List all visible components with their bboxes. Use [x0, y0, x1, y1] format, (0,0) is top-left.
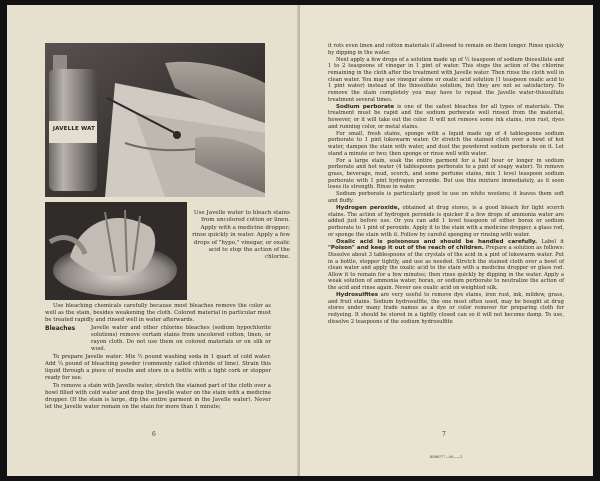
thiosulfate-paragraph: Next apply a few drops of a solution made up of ½ teaspoon of sodium thiosulfate and 1 to 2 teaspoons of vinegar in 1 pint of water. This stops the action of the chlorine remaining in the cloth after the treatment with Javelle water. Then rinse the cloth well in clean water. You may use vinegar alone or oxalic acid solution (1 teaspoon oxalic acid to 1 pint water) instead of the thiosulfate solution, but they are not so satisfactory. To remove the stain completely you may have to repeat the Javelle water-thiosulfate treatment several times. [328, 56, 564, 103]
remove-paragraph: To remove a stain with Javelle water, stretch the stained part of the cloth over a bowl filled with cold water and drop the Javelle water on the stain with a medicine dropper. (If the stain is large, dip the entire garment in the Javelle water). Never let the Javelle water remain on the stain for more than 1 minute; [45, 382, 271, 411]
left-page [7, 5, 299, 476]
bleaches-paragraph: Javelle water and other chlorine bleaches (sodium hypochlorite solutions) remove certain stains from uncolored cotton, linen, or rayon cloth. Do not use them on colored materials or on silk or wool. [91, 324, 271, 353]
right-page [300, 5, 593, 476]
sodium-perborate-paragraph [328, 104, 564, 131]
oxalic-acid-paragraph [328, 239, 564, 292]
oxalic-acid-lead: Oxalic acid is poisonous and should be handled carefully. [336, 238, 538, 245]
booklet-spread [7, 5, 593, 476]
hydrosulfites-text: are very useful to remove dye stains, iron rust, ink, mildew, grass, and fruit stains. Sodium hydrosulfite, the one most often used, may be bought at drug stores under many trade names as a dye or color remover for preparing cloth for redyeing. It should be stored in a tightly closed can so it will not become damp. To use, dissolve 2 teaspoons of the sodium hydrosulfite [328, 292, 564, 325]
sodium-perborate-text: is one of the safest bleaches for all types of materials. The treatment must be rapid and the sodium perborate well rinsed from the material, however, or it will take out the color. It will not remove some ink stains, iron rust, dyes and running color, or metal stains. [328, 103, 564, 130]
hydrosulfites-paragraph [328, 292, 564, 325]
hydrogen-peroxide-paragraph [328, 205, 564, 238]
oxalic-acid-text: Prepare a solution as follows: Dissolve about 3 tablespoons of the crystals of the acid in a pint of lukewarm water. Put in a bottle, stopper tightly, and use as needed. Stretch the stained cloth over a bowl of clean water and apply the oxalic acid to the stain with a medicine dropper or glass rod. Allow it to remain for a few minutes; then rinse quickly by dipping in the water. Apply a weak solution of ammonia water, borax, or sodium perborate to neutralize the action of the acid and rinse again. Never use oxalic acid on weighted silk. [328, 245, 564, 291]
hydrosulfites-lead: Hydrosulfites [336, 292, 379, 299]
photo-javelle-bottle-dropper [45, 43, 265, 197]
hydrogen-peroxide-text: obtained at drug stores, is a good bleach for light scorch stains. The action of hydrogen peroxide is quicker if a few drops of ammonia water are added just before use. Or you can add 1 level teaspoon of either borax or sodium perborate to 1 pint of peroxide. Apply it to the stain with a medicine dropper, a glass rod, or sponge the stain with it. Follow by careful sponging or rinsing with water. [328, 205, 564, 238]
bleaches-section [45, 325, 271, 354]
intro-paragraph: Use bleaching chemicals carefully because most bleaches remove the color as well as the stain, besides weakening the cloth. Colored material in particular must be treated rapidly and rinsed well in water afterwards. [45, 303, 271, 324]
photo-bowl-illustration [45, 202, 187, 300]
large-stain-paragraph: For a large stain, soak the entire garment for a half hour or longer in sodium perborate and hot water (4 tablespoons perborate to a pint of soapy water). To remove grass, beverage, mud, scorch, and some perfume stains, mix 1 level teaspoon sodium perborate with 1 pint hydrogen peroxide. But use this mixture immediately, as it soon loses its strength. Rinse in water. [328, 157, 564, 191]
small-stains-paragraph: For small, fresh stains, sponge with a liquid made up of 4 tablespoons sodium perborate to 1 pint lukewarm water. Or stretch the stained cloth over a bowl of hot water, dampen the stain with water, and dust the powdered sodium perborate on it. Let stand a minute or two; then sponge or rinse well with water. [328, 130, 564, 157]
right-page-body [328, 43, 564, 326]
bottle-label-text: JAVELLE WAT [52, 126, 96, 132]
print-code: 806677°—49——2 [430, 455, 463, 459]
continued-paragraph: it rots even linen and cotton materials if allowed to remain on them longer. Rinse quickly by dipping in the water. [328, 43, 564, 56]
white-woolens-paragraph: Sodium perborate is particularly good to use on white woolens; it leaves them soft and fluffy. [328, 191, 564, 204]
oxalic-acid-poison-warning: "Poison" and keep it out of the reach of children. [328, 245, 484, 252]
photo-caption: Use Javelle water to bleach stains from uncolored cotton or linen. Apply with a medicine dropper; rinse quickly in water. Apply a few drops of "hypo," vinegar, or oxalic acid to stop the action of the chlorine. [192, 210, 290, 261]
sodium-perborate-lead: Sodium perborate [336, 103, 395, 110]
page-number-left: 6 [152, 431, 156, 438]
bleaches-heading: Bleaches [45, 324, 76, 332]
left-page-body [45, 303, 271, 412]
photo-bowl-rinse [45, 202, 187, 300]
oxalic-acid-label-text: Label it [537, 238, 564, 245]
photo-bottle-illustration [45, 43, 265, 197]
page-number-right: 7 [442, 431, 446, 438]
hydrogen-peroxide-lead: Hydrogen peroxide, [336, 205, 400, 211]
prepare-paragraph: To prepare Javelle water: Mix ½ pound washing soda in 1 quart of cold water. Add ¼ pound of bleaching powder (commonly called chloride of lime). Strain this liquid through a piece of muslin and store in a bottle with a tight cork or stopper ready for use. [45, 353, 271, 382]
